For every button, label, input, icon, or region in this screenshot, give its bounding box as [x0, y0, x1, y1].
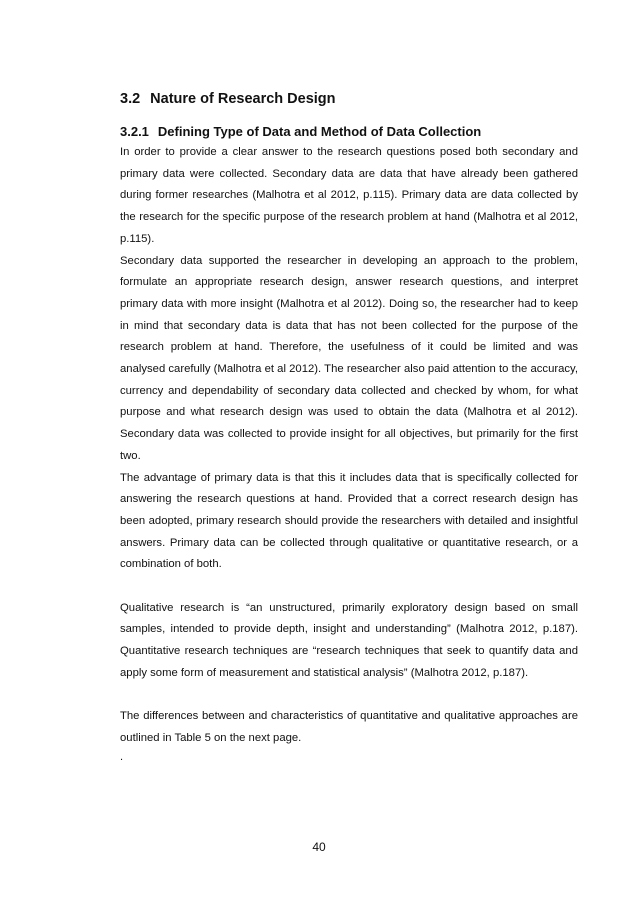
section-number: 3.2: [120, 91, 141, 107]
subsection-heading: [120, 121, 578, 142]
subsection-title: Defining Type of Data and Method of Data Collection: [157, 124, 482, 139]
paragraph-table-reference: The differences between and characteristics of quantitative and qualitative approaches are outlined in Table 5 on the next page.: [120, 710, 578, 744]
paragraph-primary-data: The advantage of primary data is that this it includes data that is specifically collected for answering the research questions at hand. Provided that a correct research design has been adopted, primary research should provide the researchers with detailed and insightful answers. Primary data can be collected through qualitative or quantitative research, or a combination of both.: [120, 471, 578, 571]
paragraph-qualitative-quantitative: Qualitative research is “an unstructured, primarily exploratory design based on small samples, intended to provide depth, insight and understanding” (Malhotra 2012, p.187). Quantitative research techniques are “research techniques that seek to quantify data and apply some form of measurement and statistical analysis” (Malhotra 2012, p.187).: [120, 601, 578, 679]
paragraph-data-definitions: In order to provide a clear answer to the research questions posed both secondary and primary data were collected. Secondary data are data that have already been gathered during former researches (Malhotra et al 2012, p.115). Primary data are data collected by the research for the specific purpose of the research problem at hand (Malhotra et al 2012, p.115).: [120, 146, 578, 245]
page-number: 40: [312, 840, 326, 854]
page-content: [120, 88, 578, 764]
stray-period: .: [120, 750, 124, 763]
subsection-number: 3.2.1: [120, 124, 149, 139]
section-title: Nature of Research Design: [150, 91, 336, 107]
section-heading: [120, 88, 578, 110]
paragraph-secondary-data: Secondary data supported the researcher in developing an approach to the problem, formulate an appropriate research design, answer research questions, and interpret primary data with more insight (Malhotra et al 2012). Doing so, the researcher had to keep in mind that secondary data is data that has not been collected for the purpose of the research problem at hand. Therefore, the usefulness of it could be limited and was analysed carefully (Malhotra et al 2012). The researcher also paid attention to the accuracy, currency and dependability of secondary data collected and checked by whom, for what purpose and what research design was used to obtain the data (Malhotra et al 2012). Secondary data was collected to provide insight for all objectives, but primarily for the first two.: [120, 254, 578, 462]
